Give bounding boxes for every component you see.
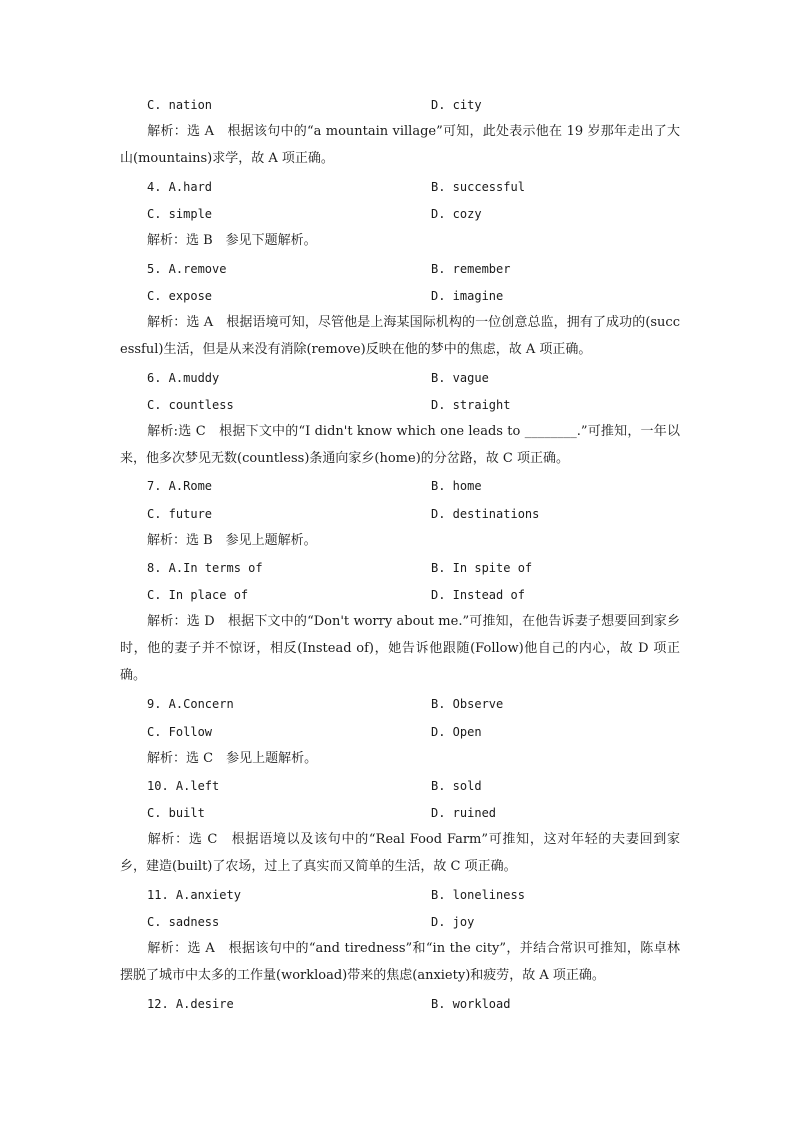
option-right: D. Open: [431, 725, 482, 739]
option-row: [147, 476, 687, 496]
option-row: [147, 722, 687, 742]
option-right: D. destinations: [431, 507, 540, 521]
option-row: [147, 395, 687, 415]
explanation-text: 解析：选 C 参见上题解析。: [147, 751, 318, 766]
explanation-paragraph: [120, 309, 680, 363]
option-right: B. home: [431, 479, 482, 493]
option-left: 11. A.anxiety: [147, 888, 241, 902]
explanation-paragraph: [120, 527, 680, 554]
option-row: [147, 558, 687, 578]
option-left: C. expose: [147, 289, 213, 303]
option-row: [147, 912, 687, 932]
explanation-paragraph: [120, 826, 680, 880]
option-row: [147, 286, 687, 306]
option-left: C. In place of: [147, 588, 249, 602]
explanation-paragraph: [120, 745, 680, 772]
explanation-paragraph: [120, 118, 680, 172]
option-row: [147, 585, 687, 605]
explanation-paragraph: [120, 418, 680, 472]
option-left: C. future: [147, 507, 213, 521]
explanation-text: 解析：选 A 根据该句中的“and tiredness”和“in the city”，并结合常识可推知，陈卓林摆脱了城市中太多的工作量(workload)带来的焦虑(anxiety)和疲劳，故 A 项正确。: [120, 941, 680, 983]
option-right: B. remember: [431, 262, 511, 276]
option-right: B. workload: [431, 997, 511, 1011]
option-left: 6. A.muddy: [147, 371, 220, 385]
option-left: 10. A.left: [147, 779, 220, 793]
option-left: 4. A.hard: [147, 180, 213, 194]
explanation-text: 解析：选 A 根据该句中的“a mountain village”可知，此处表示他在 19 岁那年走出了大山(mountains)求学，故 A 项正确。: [120, 124, 680, 166]
option-left: C. sadness: [147, 915, 220, 929]
option-row: [147, 177, 687, 197]
option-row: [147, 368, 687, 388]
explanation-text: 解析：选 D 根据下文中的“Don't worry about me.”可推知，在他告诉妻子想要回到家乡时，他的妻子并不惊讶，相反(Instead of)，她告诉他跟随(Follow)他自己的内心，故 D 项正确。: [120, 614, 680, 683]
option-right: D. joy: [431, 915, 475, 929]
option-left: 7. A.Rome: [147, 479, 213, 493]
option-row: [147, 885, 687, 905]
option-row: [147, 259, 687, 279]
option-row: [147, 504, 687, 524]
explanation-paragraph: [120, 935, 680, 989]
option-left: C. countless: [147, 398, 234, 412]
option-row: [147, 95, 687, 115]
explanation-text: 解析：选 B 参见上题解析。: [147, 533, 317, 548]
explanation-text: 解析:选 C 根据下文中的“I didn't know which one leads to ________.”可推知，一年以来，他多次梦见无数(countless)条通向家乡(home)的分岔路，故 C 项正确。: [120, 424, 680, 466]
option-right: B. loneliness: [431, 888, 525, 902]
option-left: C. Follow: [147, 725, 213, 739]
option-row: [147, 776, 687, 796]
option-left: C. simple: [147, 207, 213, 221]
option-right: B. In spite of: [431, 561, 533, 575]
option-right: D. imagine: [431, 289, 504, 303]
option-row: [147, 994, 687, 1014]
option-right: B. Observe: [431, 697, 504, 711]
explanation-text: 解析：选 C 根据语境以及该句中的“Real Food Farm”可推知，这对年轻的夫妻回到家乡，建造(built)了农场，过上了真实而又简单的生活，故 C 项正确。: [120, 832, 680, 874]
option-right: D. straight: [431, 398, 511, 412]
option-left: 8. A.In terms of: [147, 561, 263, 575]
option-right: B. vague: [431, 371, 489, 385]
explanation-text: 解析：选 A 根据语境可知，尽管他是上海某国际机构的一位创意总监，拥有了成功的(successful)生活，但是从来没有消除(remove)反映在他的梦中的焦虑，故 A 项正确。: [120, 315, 680, 357]
option-left: 9. A.Concern: [147, 697, 234, 711]
option-left: 5. A.remove: [147, 262, 227, 276]
explanation-text: 解析：选 B 参见下题解析。: [147, 233, 317, 248]
option-row: [147, 694, 687, 714]
option-left: C. built: [147, 806, 205, 820]
option-right: D. city: [431, 98, 482, 112]
option-right: D. Instead of: [431, 588, 525, 602]
option-right: D. ruined: [431, 806, 497, 820]
option-row: [147, 803, 687, 823]
option-left: C. nation: [147, 98, 213, 112]
option-row: [147, 204, 687, 224]
option-right: B. successful: [431, 180, 525, 194]
option-right: D. cozy: [431, 207, 482, 221]
option-left: 12. A.desire: [147, 997, 234, 1011]
option-right: B. sold: [431, 779, 482, 793]
explanation-paragraph: [120, 608, 680, 689]
explanation-paragraph: [120, 227, 680, 254]
